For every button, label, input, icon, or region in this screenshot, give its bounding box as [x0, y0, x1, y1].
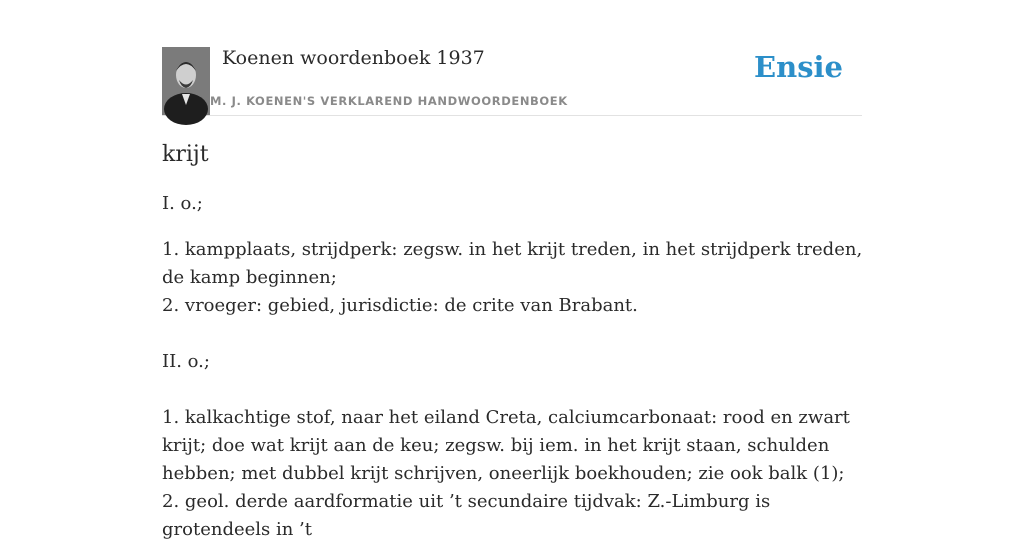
section-label-1: I. o.;: [162, 193, 203, 214]
entry-content: [162, 140, 866, 544]
sense-item: 2. vroeger: gebied, jurisdictie: de crite van Brabant.: [162, 295, 638, 316]
sense-item: 2. geol. derde aardformatie uit ’t secundaire tijdvak: Z.-Limburg is grotendeels in ’t: [162, 491, 771, 540]
book-subtitle: M. J. KOENEN'S VERKLAREND HANDWOORDENBOEK: [210, 94, 568, 108]
sense-item: 1. kalkachtige stof, naar het eiland Creta, calciumcarbonaat: rood en zwart krijt; doe wat krijt aan de keu; zegsw. bij iem. in het krijt staan, schulden hebben; met dubbel krijt schrijven, oneerlijk boekhouden; zie ook balk (1);: [162, 407, 850, 484]
blank-line: [162, 376, 866, 404]
dictionary-header: [162, 46, 862, 116]
blank-line: [162, 320, 866, 348]
sense-item: 1. kampplaats, strijdperk: zegsw. in het krijt treden, in het strijdperk treden, de kamp beginnen;: [162, 239, 863, 288]
author-portrait-icon: [162, 47, 210, 115]
book-title[interactable]: Koenen woordenboek 1937: [222, 47, 485, 69]
ensie-logo-link[interactable]: Ensie: [754, 50, 843, 84]
entry-headword: krijt: [162, 142, 209, 167]
section-senses-1: [162, 236, 866, 544]
section-label-2: II. o.;: [162, 351, 210, 372]
